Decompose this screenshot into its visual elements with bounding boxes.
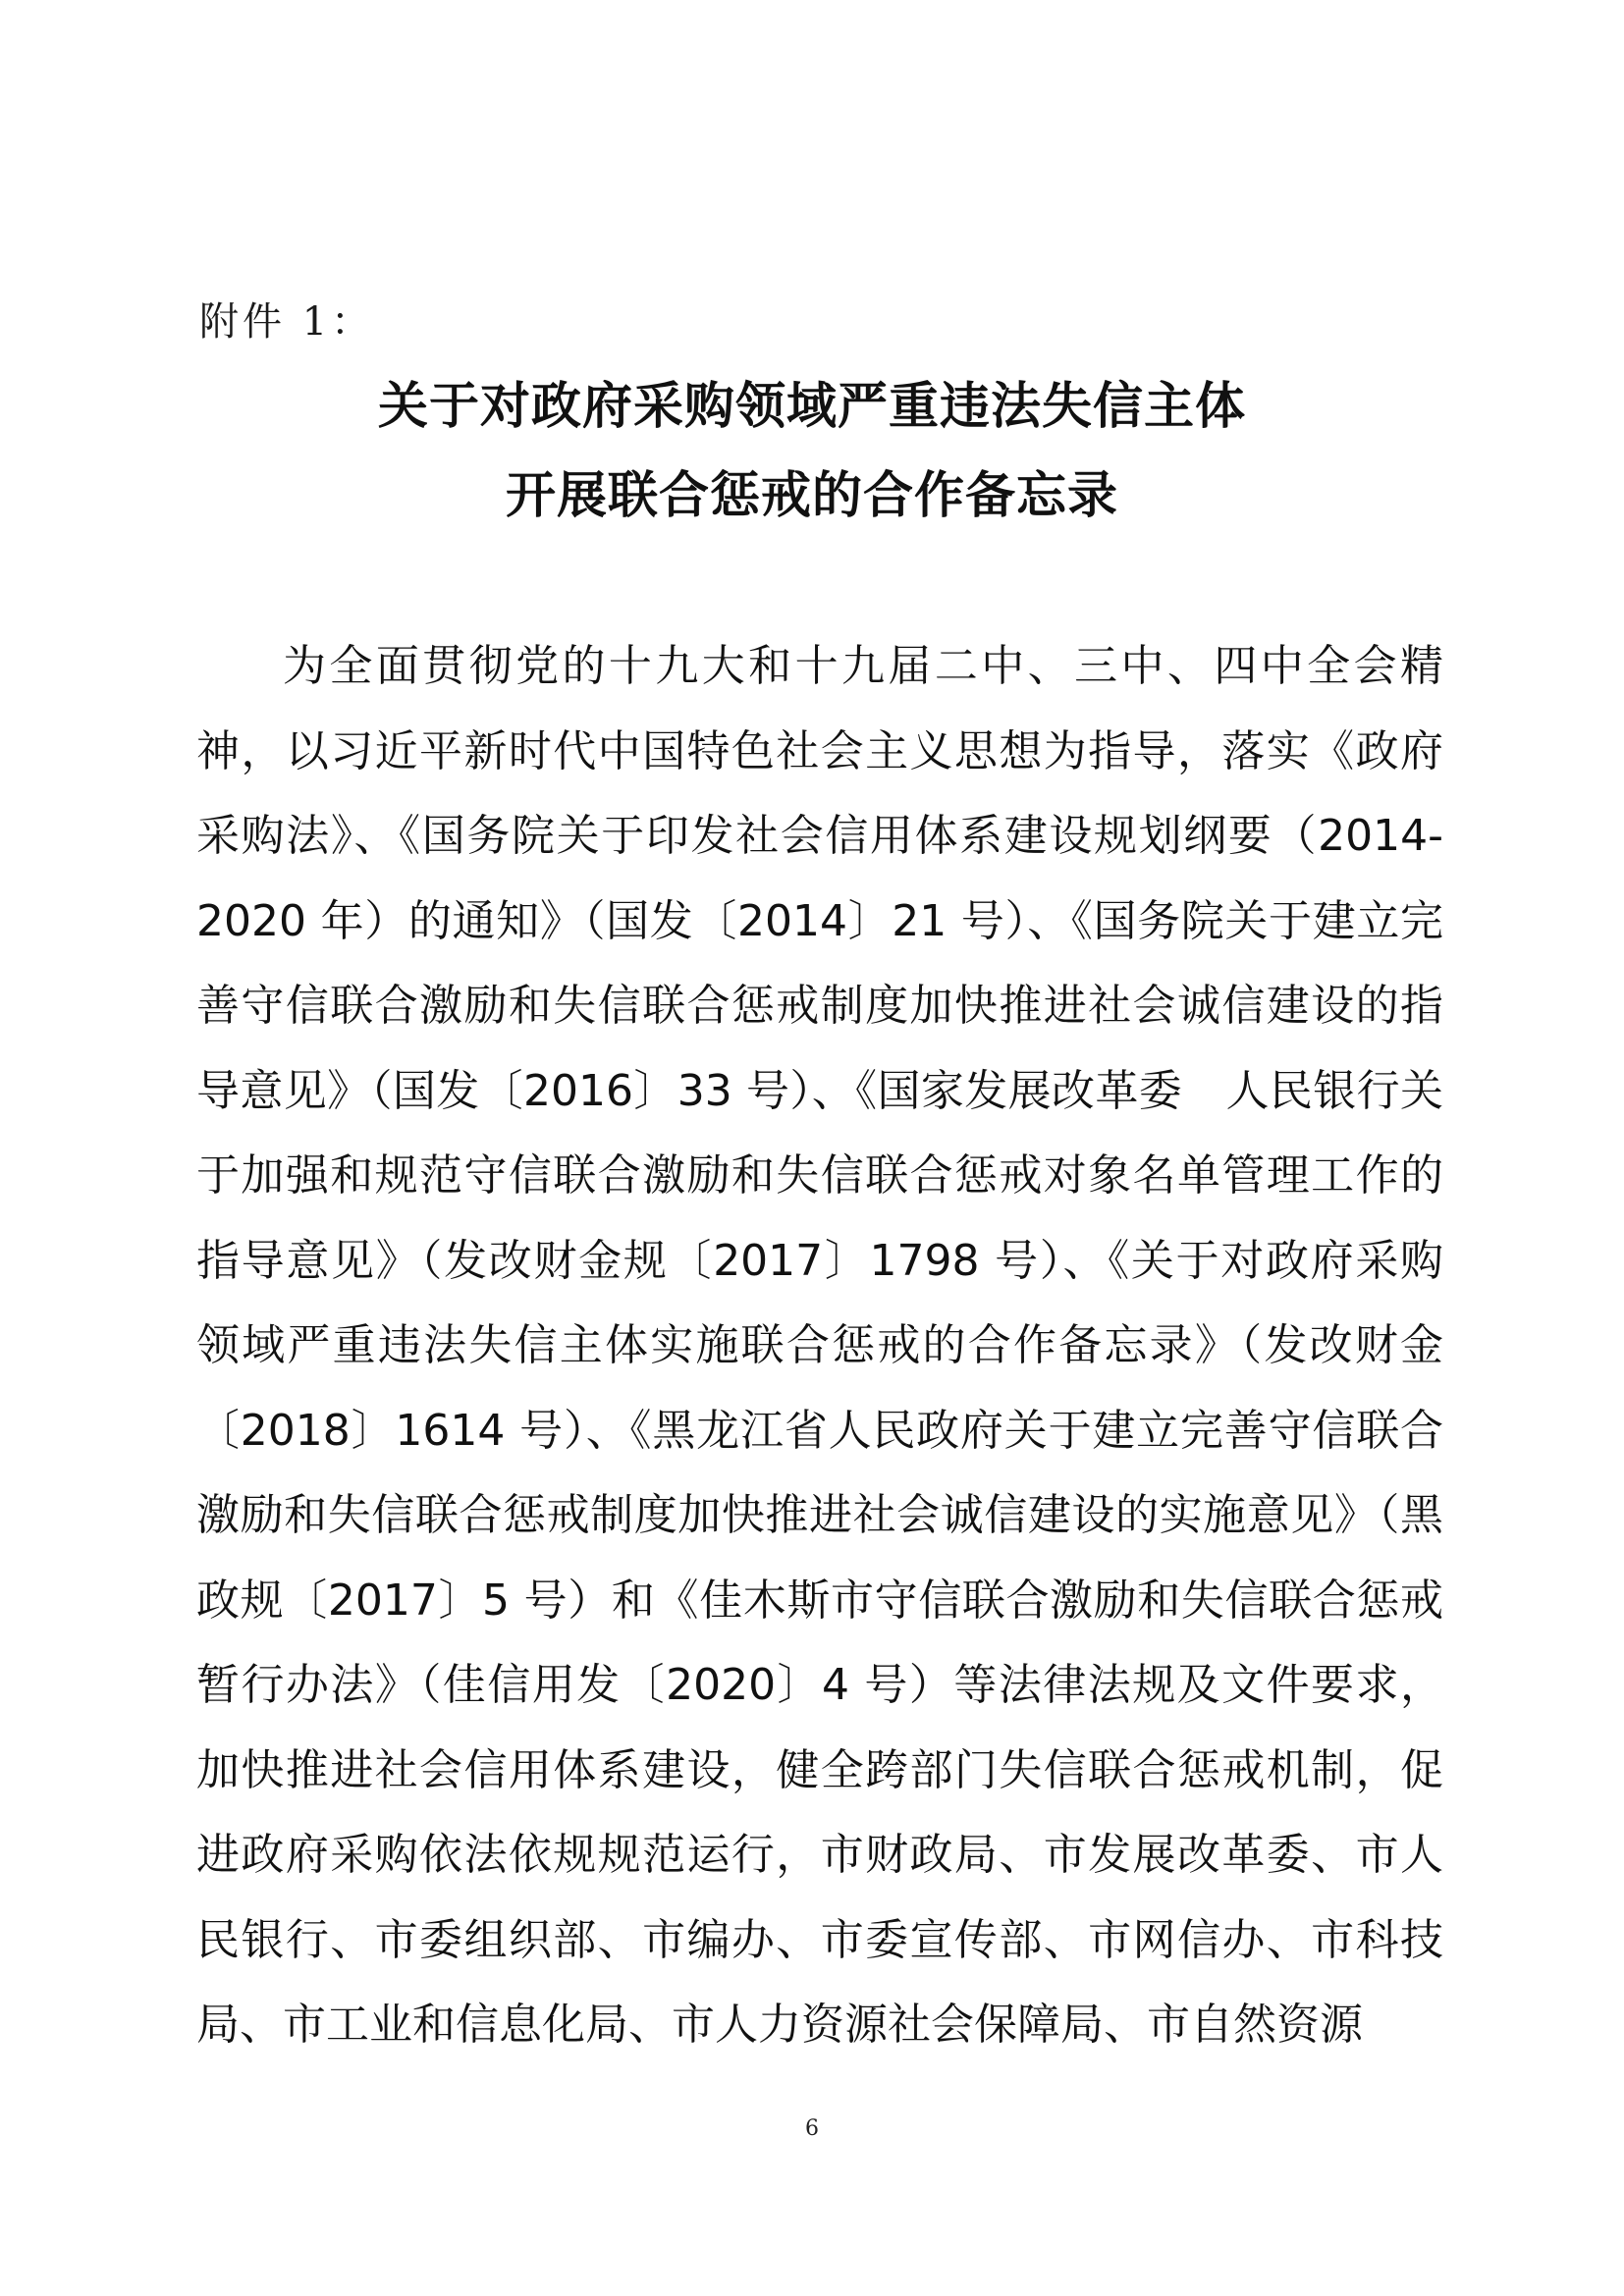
- document-title-line-2: 开展联合惩戒的合作备忘录: [505, 466, 1118, 525]
- page-number: 6: [805, 2116, 819, 2141]
- attachment-label: 附件 1：: [199, 299, 375, 345]
- body-paragraph: 为全面贯彻党的十九大和十九届二中、三中、四中全会精神，以习近平新时代中国特色社会主义思想为指导，落实《政府采购法》、《国务院关于印发社会信用体系建设规划纲要（2014-2020 年）的通知》（国发〔2014〕21 号）、《国务院关于建立完善守信联合激励和失信联合惩戒制度加快推进社会诚信建设的指导意见》（国发〔2016〕33 号）、《国家发展改革委 人民银行关于加强和规范守信联合激励和失信联合惩戒对象名单管理工作的指导意见》（发改财金规〔2017〕1798 号）、《关于对政府采购领域严重违法失信主体实施联合惩戒的合作备忘录》（发改财金〔2018〕1614 号）、《黑龙江省人民政府关于建立完善守信联合激励和失信联合惩戒制度加快推进社会诚信建设的实施意见》（黑政规〔2017〕5 号）和《佳木斯市守信联合激励和失信联合惩戒暂行办法》（佳信用发〔2020〕4 号）等法律法规及文件要求，加快推进社会信用体系建设，健全跨部门失信联合惩戒机制，促进政府采购依法依规规范运行，市财政局、市发展改革委、市人民银行、市委组织部、市编办、市委宣传部、市网信办、市科技局、市工业和信息化局、市人力资源社会保障局、市自然资源: [196, 641, 1443, 2050]
- document-title-line-1: 关于对政府采购领域严重违法失信主体: [377, 377, 1246, 436]
